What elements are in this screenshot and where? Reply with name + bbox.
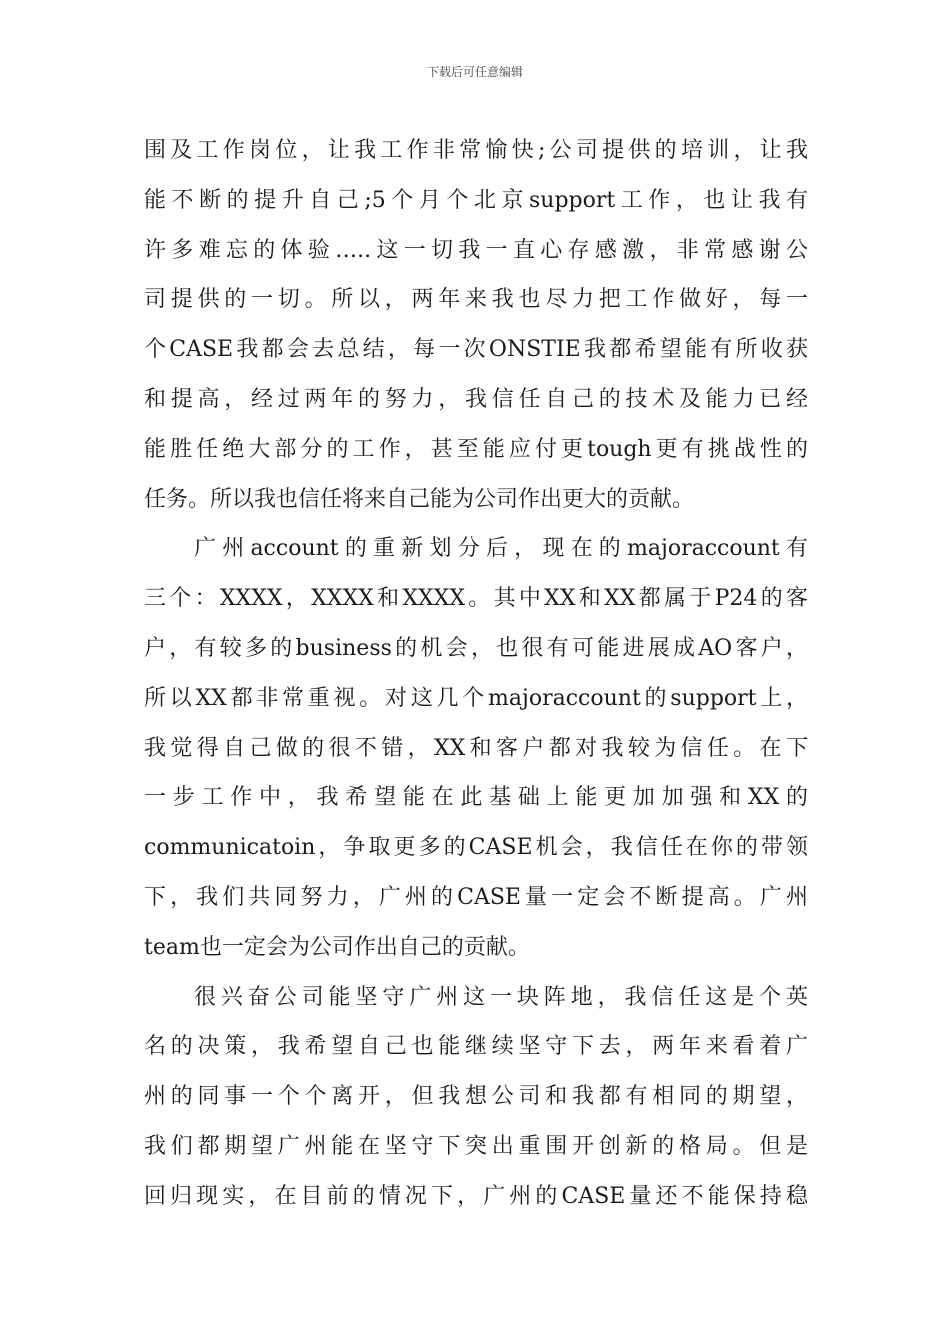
text-line: 回归现实，在目前的情况下，广州的CASE量还不能保持稳: [144, 1183, 808, 1209]
text-line: 广州account的重新划分后，现在的majoraccount有: [194, 536, 808, 562]
text-line: 下，我们共同努力，广州的CASE量一定会不断提高。广州: [144, 884, 808, 910]
text-line: 能不断的提升自己;5个月个北京support工作，也让我有: [144, 187, 808, 213]
text-line: communicatoin，争取更多的CASE机会，我信任在你的带领: [144, 835, 808, 861]
text-line: 三个：XXXX，XXXX和XXXX。其中XX和XX都属于P24的客: [144, 586, 808, 612]
text-line: 我觉得自己做的很不错，XX和客户都对我较为信任。在下: [144, 735, 808, 761]
text-line: 一步工作中，我希望能在此基础上能更加加强和XX的: [144, 785, 808, 811]
text-line: 我们都期望广州能在坚守下突出重围开创新的格局。但是: [144, 1133, 808, 1159]
text-line: team也一定会为公司作出自己的贡献。: [144, 934, 530, 960]
text-line: 户，有较多的business的机会，也很有可能进展成AO客户，: [144, 635, 808, 661]
text-line: 名的决策，我希望自己也能继续坚守下去，两年来看着广: [144, 1034, 808, 1060]
text-line: 州的同事一个个离开，但我想公司和我都有相同的期望，: [144, 1084, 808, 1110]
text-line: 和提高，经过两年的努力，我信任自己的技术及能力已经: [144, 386, 808, 412]
text-line: 任务。所以我也信任将来自己能为公司作出更大的贡献。: [144, 486, 695, 512]
body-text: [144, 126, 808, 1222]
text-line: 许多难忘的体验…..这一切我一直心存感激，非常感谢公: [144, 237, 808, 263]
text-line: 很兴奋公司能坚守广州这一块阵地，我信任这是个英: [194, 984, 808, 1010]
text-line: 能胜任绝大部分的工作，甚至能应付更tough更有挑战性的: [144, 436, 808, 462]
page-header: 下载后可任意编辑: [426, 65, 523, 79]
text-line: 个CASE我都会去总结，每一次ONSTIE我都希望能有所收获: [144, 337, 808, 363]
text-line: 司提供的一切。所以，两年来我也尽力把工作做好，每一: [144, 287, 808, 313]
text-line: 所以XX都非常重视。对这几个majoraccount的support上，: [144, 685, 808, 711]
text-line: 围及工作岗位，让我工作非常愉快;公司提供的培训，让我: [144, 138, 808, 163]
